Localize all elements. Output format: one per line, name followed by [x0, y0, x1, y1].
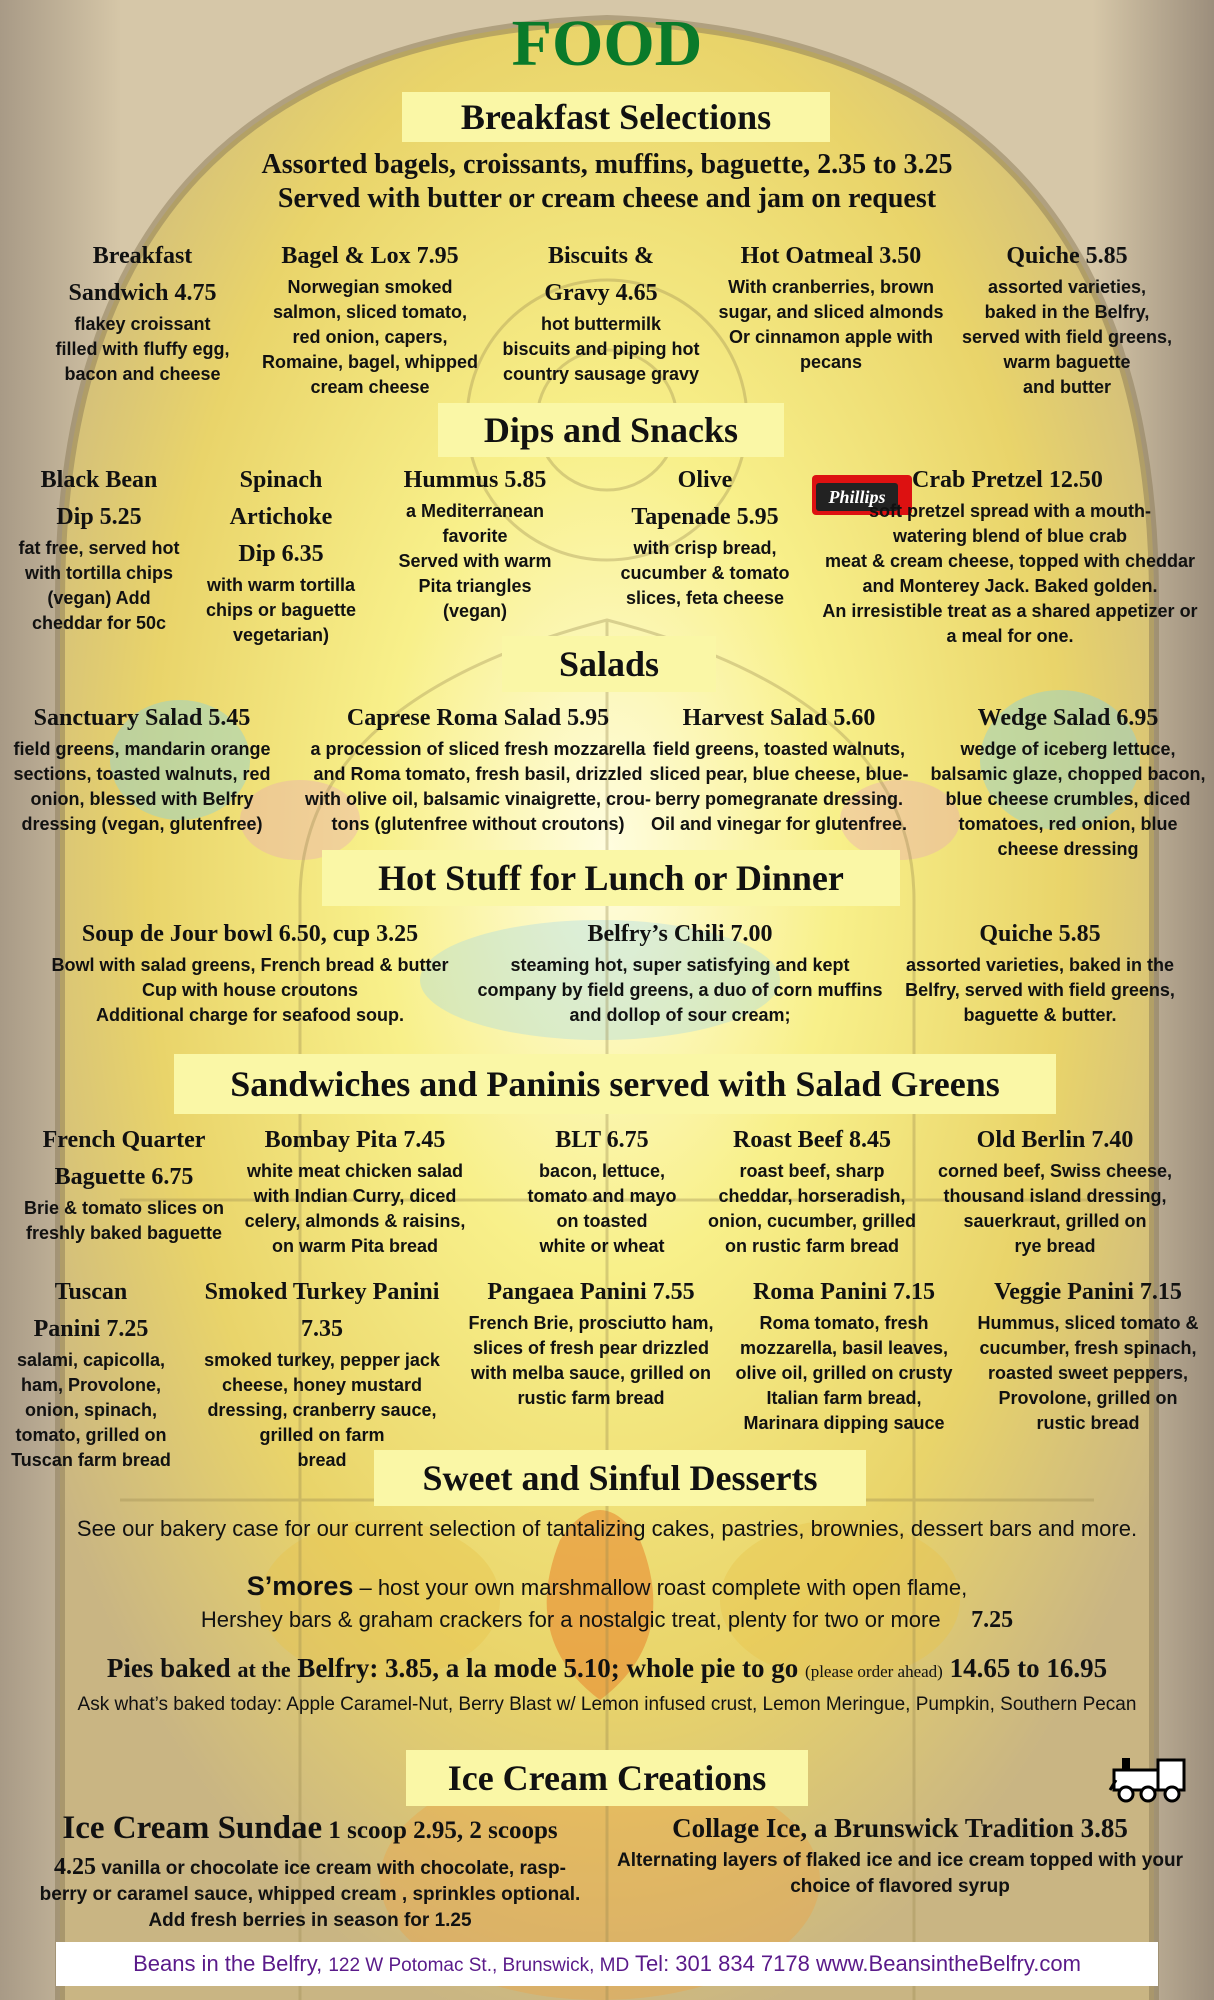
dips-item-title	[812, 462, 1208, 499]
panini-item-desc	[8, 1348, 174, 1473]
breakfast-item-desc-line: Norwegian smoked	[287, 277, 453, 297]
dips-item-desc-line: and Monterey Jack. Baked golden.	[862, 576, 1158, 596]
sandwich-item-desc-line: roast beef, sharp	[739, 1161, 885, 1181]
hot-item-desc	[470, 953, 890, 1028]
panini-item-desc-line: Provolone, grilled on	[998, 1388, 1178, 1408]
sandwich-item-title-line: Bombay Pita 7.45	[264, 1127, 446, 1153]
hot-item-desc	[20, 953, 480, 1028]
breakfast-item-desc	[952, 275, 1182, 400]
panini-item-desc	[728, 1311, 960, 1436]
breakfast-intro-line-1: Assorted bagels, croissants, muffins, baguette, 2.35 to 3.25	[261, 149, 953, 180]
sandwich-item-title	[930, 1122, 1180, 1159]
dips-item-desc-line: fat free, served hot	[18, 538, 180, 558]
dips-item	[4, 462, 194, 636]
sandwich-item-desc-line: thousand island dressing,	[943, 1186, 1167, 1206]
panini-item-title	[460, 1274, 722, 1311]
dips-item-title-line: Black Bean	[40, 467, 158, 493]
dips-item-desc	[196, 573, 366, 648]
hot-item-title-line: Quiche 5.85	[979, 921, 1101, 947]
panini-item	[460, 1274, 722, 1411]
dips-item-title-line: Crab Pretzel 12.50	[912, 467, 1103, 493]
dips-item-title	[380, 462, 570, 499]
salads-item-desc-line: field greens, mandarin orange	[13, 739, 271, 759]
breakfast-item-desc-line: hot buttermilk	[541, 314, 661, 334]
breakfast-item-desc-line: With cranberries, brown	[728, 277, 934, 297]
salads-item-title	[6, 700, 278, 737]
sandwich-item-desc-line: with Indian Curry, diced	[253, 1186, 457, 1206]
breakfast-item-desc-line: filled with fluffy egg,	[55, 339, 230, 359]
phillips-logo-text: Phillips	[816, 483, 898, 511]
sandwich-item-desc-line: corned beef, Swiss cheese,	[937, 1161, 1173, 1181]
salads-item-desc-line: and Roma tomato, fresh basil, drizzled	[313, 764, 643, 784]
sandwich-item	[490, 1122, 714, 1259]
hot-item	[20, 916, 480, 1028]
panini-item-desc-line: grilled on farm	[259, 1425, 385, 1445]
breakfast-item-title-line: Breakfast	[92, 243, 193, 269]
footer-phone: Tel: 301 834 7178	[629, 1951, 810, 1976]
panini-item-desc-line: salami, capicolla,	[16, 1350, 166, 1370]
breakfast-item-title-line: Biscuits &	[547, 243, 654, 269]
salads-item-desc	[282, 737, 674, 837]
dips-item-desc	[600, 536, 810, 611]
sandwich-item-desc-line: white meat chicken salad	[246, 1161, 464, 1181]
breakfast-intro	[0, 148, 1214, 216]
panini-item-desc-line: mozzarella, basil leaves,	[739, 1338, 949, 1358]
hot-item-title	[20, 916, 480, 953]
dips-item-title-line: Artichoke	[229, 504, 333, 530]
dips-item-desc-line: with crisp bread,	[633, 538, 777, 558]
sandwich-item-title-line: Old Berlin 7.40	[976, 1127, 1134, 1153]
breakfast-item	[490, 238, 712, 387]
sandwich-item-desc	[700, 1159, 924, 1259]
panini-item	[968, 1274, 1208, 1436]
sandwich-item-desc-line: Brie & tomato slices on	[23, 1198, 225, 1218]
dips-item-desc-line: cucumber & tomato	[620, 563, 790, 583]
sandwich-item-title	[490, 1122, 714, 1159]
salads-item-desc-line: Oil and vinegar for glutenfree.	[650, 814, 908, 834]
sandwich-item-title-line: French Quarter	[42, 1127, 206, 1153]
hot-item-desc-line: Belfry, served with field greens,	[905, 980, 1175, 1000]
hot-item-desc-line: Cup with house croutons	[142, 980, 358, 1000]
salads-item-title-line: Caprese Roma Salad 5.95	[346, 705, 610, 731]
dips-item-desc-line: An irresistible treat as a shared appetizer or	[822, 601, 1198, 621]
dips-item	[600, 462, 810, 611]
footer-name: Beans in the Belfry,	[133, 1951, 329, 1976]
breakfast-item-desc	[490, 312, 712, 387]
panini-item-desc-line: slices of fresh pear drizzled	[472, 1338, 710, 1358]
sandwich-item-desc-line: tomato and mayo	[527, 1186, 677, 1206]
salads-item-desc-line: blue cheese crumbles, diced	[945, 789, 1191, 809]
breakfast-item-title	[710, 238, 952, 275]
sandwich-item	[930, 1122, 1180, 1259]
panini-item-desc-line: bread	[297, 1450, 347, 1470]
hot-item-title	[890, 916, 1190, 953]
panini-item-title-line: Veggie Panini 7.15	[994, 1279, 1182, 1305]
breakfast-item-title	[250, 238, 490, 275]
hot-item-desc-line: company by field greens, a duo of corn muffins	[477, 980, 883, 1000]
salads-item-desc-line: wedge of iceberg lettuce,	[960, 739, 1176, 759]
dips-item-title-line: Dip 6.35	[238, 541, 324, 567]
desserts-heading: Sweet and Sinful Desserts	[374, 1450, 866, 1506]
panini-item-title	[8, 1274, 174, 1348]
dips-item-desc	[380, 499, 570, 624]
salads-item	[926, 700, 1210, 862]
breakfast-item-desc	[30, 312, 255, 387]
panini-item-title	[198, 1274, 446, 1348]
panini-item-desc-line: with melba sauce, grilled on	[470, 1363, 712, 1383]
sandwich-item	[240, 1122, 470, 1259]
breakfast-item-title-line: Bagel & Lox 7.95	[281, 243, 459, 269]
sandwich-item-desc-line: celery, almonds & raisins,	[244, 1211, 466, 1231]
salads-item-desc-line: tons (glutenfree without croutons)	[331, 814, 625, 834]
sandwiches-heading: Sandwiches and Paninis served with Salad Greens	[174, 1054, 1056, 1114]
sandwich-item-title-line: Baguette 6.75	[54, 1164, 194, 1190]
collage-title: Collage Ice, a Brunswick Tradition 3.85	[672, 1813, 1128, 1843]
breakfast-item-desc-line: cream cheese	[310, 377, 430, 397]
hot-item-desc	[890, 953, 1190, 1028]
hot-item-desc-line: Additional charge for seafood soup.	[95, 1005, 405, 1025]
breakfast-item-desc-line: salmon, sliced tomato,	[272, 302, 468, 322]
pies-e: 14.65 to 16.95	[942, 1653, 1108, 1683]
sandwich-item	[12, 1122, 236, 1246]
dips-item-title	[196, 462, 366, 573]
salads-item-title-line: Harvest Salad 5.60	[682, 705, 876, 731]
dips-item-desc-line: soft pretzel spread with a mouth-	[868, 501, 1152, 521]
breakfast-item-desc-line: and butter	[1023, 377, 1111, 397]
hot-item-desc-line: assorted varieties, baked in the	[905, 955, 1175, 975]
sundae-desc-2: berry or caramel sauce, whipped cream , sprinkles optional.	[39, 1884, 581, 1905]
smores-name: S’mores	[246, 1571, 354, 1601]
panini-item-desc-line: cucumber, fresh spinach,	[979, 1338, 1197, 1358]
breakfast-item-desc-line: served with field greens,	[961, 327, 1173, 347]
salads-item-title	[282, 700, 674, 737]
breakfast-item	[30, 238, 255, 387]
collage-desc-2: choice of flavored syrup	[790, 1876, 1010, 1897]
dips-item	[196, 462, 366, 648]
panini-item-title-line: 7.35	[301, 1316, 343, 1342]
breakfast-item-title-line: Quiche 5.85	[1006, 243, 1128, 269]
dips-item	[812, 462, 1208, 649]
dips-item-desc-line: a meal for one.	[946, 626, 1074, 646]
salads-item-desc-line: field greens, toasted walnuts,	[652, 739, 906, 759]
dips-item-desc	[4, 536, 194, 636]
smores-desc: – host your own marshmallow roast complete with open flame,	[353, 1575, 968, 1600]
salads-item	[648, 700, 910, 837]
icecream-heading: Ice Cream Creations	[406, 1750, 808, 1806]
dips-item-desc-line: Pita triangles	[418, 576, 532, 596]
panini-item-desc-line: onion, spinach,	[24, 1400, 157, 1420]
salads-item-desc-line: dressing (vegan, glutenfree)	[21, 814, 263, 834]
breakfast-item-title	[490, 238, 712, 312]
panini-item	[198, 1274, 446, 1473]
sandwich-item	[700, 1122, 924, 1259]
salads-item-title	[926, 700, 1210, 737]
hot-heading: Hot Stuff for Lunch or Dinner	[322, 850, 900, 906]
dips-item-desc	[812, 499, 1208, 649]
footer-address: 122 W Potomac St., Brunswick, MD	[328, 1955, 630, 1976]
hot-item	[890, 916, 1190, 1028]
salads-item	[282, 700, 674, 837]
breakfast-item-desc	[250, 275, 490, 400]
sandwich-item-desc-line: bacon, lettuce,	[538, 1161, 666, 1181]
smores-line2: Hershey bars & graham crackers for a nostalgic treat, plenty for two or more	[200, 1607, 941, 1632]
breakfast-item-desc-line: biscuits and piping hot	[502, 339, 700, 359]
salads-item-desc-line: berry pomegranate dressing.	[654, 789, 904, 809]
panini-item-desc-line: Hummus, sliced tomato &	[977, 1313, 1199, 1333]
smores-price: 7.25	[971, 1607, 1014, 1633]
panini-item-desc-line: dressing, cranberry sauce,	[207, 1400, 437, 1420]
dips-item	[380, 462, 570, 624]
bakery-text: See our bakery case for our current selection of tantalizing cakes, pastries, brownies, dessert bars and more.	[76, 1516, 1138, 1541]
breakfast-item-desc-line: sugar, and sliced almonds	[718, 302, 944, 322]
sandwich-item-desc-line: onion, cucumber, grilled	[707, 1211, 917, 1231]
pies-b: at the	[237, 1657, 291, 1682]
breakfast-heading: Breakfast Selections	[402, 92, 830, 142]
panini-item-desc-line: rustic farm bread	[517, 1388, 665, 1408]
salads-item-desc-line: sliced pear, blue cheese, blue-	[649, 764, 909, 784]
train-icon	[1108, 1750, 1192, 1804]
salads-item-desc-line: cheese dressing	[997, 839, 1139, 859]
dips-item-desc-line: meat & cream cheese, topped with cheddar	[824, 551, 1196, 571]
panini-item-desc-line: ham, Provolone,	[20, 1375, 162, 1395]
panini-item	[8, 1274, 174, 1473]
breakfast-item-title	[30, 238, 255, 312]
breakfast-item-title-line: Sandwich 4.75	[68, 280, 217, 306]
hot-item-desc-line: Bowl with salad greens, French bread & butter	[51, 955, 449, 975]
breakfast-item	[710, 238, 952, 375]
sandwich-item-desc	[12, 1196, 236, 1246]
pies-c: Belfry: 3.85, a la mode 5.10; whole pie to go	[290, 1653, 806, 1683]
sandwich-item-desc-line: freshly baked baguette	[25, 1223, 223, 1243]
panini-item-desc-line: cheese, honey mustard	[221, 1375, 423, 1395]
dips-item-desc-line: (vegan) Add	[47, 588, 151, 608]
dips-item-title	[600, 462, 810, 536]
dips-heading: Dips and Snacks	[438, 403, 784, 457]
panini-item	[728, 1274, 960, 1436]
panini-item-desc	[968, 1311, 1208, 1436]
sandwich-item-desc	[930, 1159, 1180, 1259]
dips-item-title-line: Tapenade 5.95	[631, 504, 779, 530]
sundae-block	[20, 1808, 600, 1934]
dips-item-desc-line: watering blend of blue crab	[892, 526, 1128, 546]
dips-item-title	[4, 462, 194, 536]
breakfast-item-desc-line: bacon and cheese	[64, 364, 221, 384]
panini-item-desc-line: olive oil, grilled on crusty	[735, 1363, 953, 1383]
salads-item-title-line: Sanctuary Salad 5.45	[33, 705, 251, 731]
hot-item	[470, 916, 890, 1028]
sandwich-item-desc-line: sauerkraut, grilled on	[963, 1211, 1147, 1231]
panini-item-desc-line: roasted sweet peppers,	[987, 1363, 1189, 1383]
sandwich-item-desc-line: white or wheat	[539, 1236, 665, 1256]
pies-text	[0, 1650, 1214, 1690]
dips-item-title-line: Hummus 5.85	[403, 467, 547, 493]
breakfast-item-title	[952, 238, 1182, 275]
sandwich-item-desc-line: on warm Pita bread	[271, 1236, 439, 1256]
panini-item-title-line: Panini 7.25	[33, 1316, 149, 1342]
panini-item-desc-line: Italian farm bread,	[766, 1388, 922, 1408]
breakfast-item-desc-line: baked in the Belfry,	[984, 302, 1150, 322]
breakfast-item-desc-line: country sausage gravy	[502, 364, 700, 384]
hot-item-title	[470, 916, 890, 953]
dips-item-desc-line: with tortilla chips	[24, 563, 173, 583]
salads-item-desc-line: a procession of sliced fresh mozzarella	[310, 739, 646, 759]
dips-item-desc-line: favorite	[442, 526, 508, 546]
sandwich-item-desc	[240, 1159, 470, 1259]
sandwich-item-desc-line: rye bread	[1014, 1236, 1096, 1256]
panini-item-title-line: Pangaea Panini 7.55	[487, 1279, 695, 1305]
panini-item-desc	[460, 1311, 722, 1411]
panini-item-desc-line: rustic bread	[1036, 1413, 1140, 1433]
hot-item-title-line: Belfry’s Chili 7.00	[587, 921, 773, 947]
salads-item-title	[648, 700, 910, 737]
hot-item-desc-line: baguette & butter.	[963, 1005, 1117, 1025]
breakfast-item-desc-line: pecans	[799, 352, 863, 372]
dips-item-desc-line: chips or baguette	[205, 600, 357, 620]
sundae-desc-1: vanilla or chocolate ice cream with chocolate, rasp-	[96, 1858, 566, 1879]
panini-item-title	[728, 1274, 960, 1311]
breakfast-item-desc-line: assorted varieties,	[987, 277, 1147, 297]
dips-item-desc-line: with warm tortilla	[206, 575, 356, 595]
sandwich-item-title	[240, 1122, 470, 1159]
panini-item-title	[968, 1274, 1208, 1311]
sundae-price-2: 4.25	[54, 1854, 97, 1880]
breakfast-item-title-line: Gravy 4.65	[544, 280, 658, 306]
hot-item-desc-line: and dollop of sour cream;	[569, 1005, 791, 1025]
salads-item-title-line: Wedge Salad 6.95	[977, 705, 1159, 731]
sandwich-item-title-line: Roast Beef 8.45	[733, 1127, 891, 1153]
pies-d: (please order ahead)	[805, 1662, 943, 1681]
pies-a: Pies baked	[106, 1653, 238, 1683]
breakfast-item-desc-line: flakey croissant	[74, 314, 211, 334]
hot-item-title-line: Soup de Jour bowl 6.50, cup 3.25	[81, 921, 419, 947]
dips-item-desc-line: vegetarian)	[232, 625, 330, 645]
breakfast-item-desc-line: Or cinnamon apple with	[728, 327, 934, 347]
salads-item-desc-line: tomatoes, red onion, blue	[958, 814, 1178, 834]
smores-text	[0, 1570, 1214, 1636]
sandwich-item-desc-line: cheddar, horseradish,	[718, 1186, 906, 1206]
dips-item-desc-line: (vegan)	[442, 601, 507, 621]
panini-item-desc-line: Marinara dipping sauce	[743, 1413, 945, 1433]
dips-item-title-line: Spinach	[239, 467, 323, 493]
pies-today: Ask what’s baked today: Apple Caramel-Nut, Berry Blast w/ Lemon infused crust, Lemon Meringue, Pumpkin, Southern Pecan	[77, 1694, 1137, 1715]
panini-item-desc-line: Tuscan farm bread	[11, 1450, 171, 1470]
breakfast-item-desc-line: red onion, capers,	[292, 327, 448, 347]
breakfast-item	[250, 238, 490, 400]
sandwich-item-title	[12, 1122, 236, 1196]
panini-item-desc-line: Roma tomato, fresh	[759, 1313, 929, 1333]
breakfast-item	[952, 238, 1182, 400]
page-title: FOOD	[511, 7, 703, 80]
dips-item-title-line: Dip 5.25	[56, 504, 142, 530]
salads-item-desc	[648, 737, 910, 837]
breakfast-item-desc-line: Romaine, bagel, whipped	[261, 352, 479, 372]
breakfast-item-title-line: Hot Oatmeal 3.50	[740, 243, 922, 269]
salads-heading: Salads	[502, 636, 716, 692]
panini-item-title-line: Smoked Turkey Panini	[204, 1279, 440, 1305]
salads-item-desc-line: with olive oil, balsamic vinaigrette, crou-	[304, 789, 652, 809]
sandwich-item-title	[700, 1122, 924, 1159]
breakfast-item-desc	[710, 275, 952, 375]
salads-item	[6, 700, 278, 837]
panini-item-desc-line: French Brie, prosciutto ham,	[468, 1313, 714, 1333]
collage-desc-1: Alternating layers of flaked ice and ice cream topped with your	[617, 1850, 1183, 1871]
salads-item-desc-line: balsamic glaze, chopped bacon,	[930, 764, 1206, 784]
dips-item-desc-line: slices, feta cheese	[625, 588, 785, 608]
sandwich-item-desc-line: on toasted	[556, 1211, 648, 1231]
sandwich-item-desc	[490, 1159, 714, 1259]
sundae-price: 1 scoop 2.95, 2 scoops	[322, 1817, 558, 1844]
panini-item-desc-line: smoked turkey, pepper jack	[204, 1350, 440, 1370]
sandwich-item-title-line: BLT 6.75	[555, 1127, 649, 1153]
panini-item-title-line: Roma Panini 7.15	[752, 1279, 935, 1305]
dips-item-desc-line: a Mediterranean	[405, 501, 545, 521]
footer-website-link[interactable]: www.BeansintheBelfry.com	[809, 1951, 1081, 1976]
hot-item-desc-line: steaming hot, super satisfying and kept	[510, 955, 850, 975]
sundae-title: Ice Cream Sundae	[62, 1810, 323, 1846]
sandwich-item-desc-line: on rustic farm bread	[724, 1236, 900, 1256]
dips-item-desc-line: cheddar for 50c	[31, 613, 167, 633]
salads-item-desc	[6, 737, 278, 837]
salads-item-desc-line: onion, blessed with Belfry	[30, 789, 254, 809]
collage-block	[600, 1808, 1200, 1900]
dips-item-title-line: Olive	[677, 467, 733, 493]
breakfast-intro-line-2: Served with butter or cream cheese and jam on request	[277, 183, 937, 214]
footer-bar	[56, 1942, 1158, 1986]
panini-item-desc-line: tomato, grilled on	[15, 1425, 167, 1445]
panini-item-title-line: Tuscan	[54, 1279, 128, 1305]
salads-item-desc-line: sections, toasted walnuts, red	[13, 764, 271, 784]
sundae-desc-3: Add fresh berries in season for 1.25	[148, 1910, 472, 1931]
salads-item-desc	[926, 737, 1210, 862]
breakfast-item-desc-line: warm baguette	[1003, 352, 1131, 372]
dips-item-desc-line: Served with warm	[398, 551, 552, 571]
